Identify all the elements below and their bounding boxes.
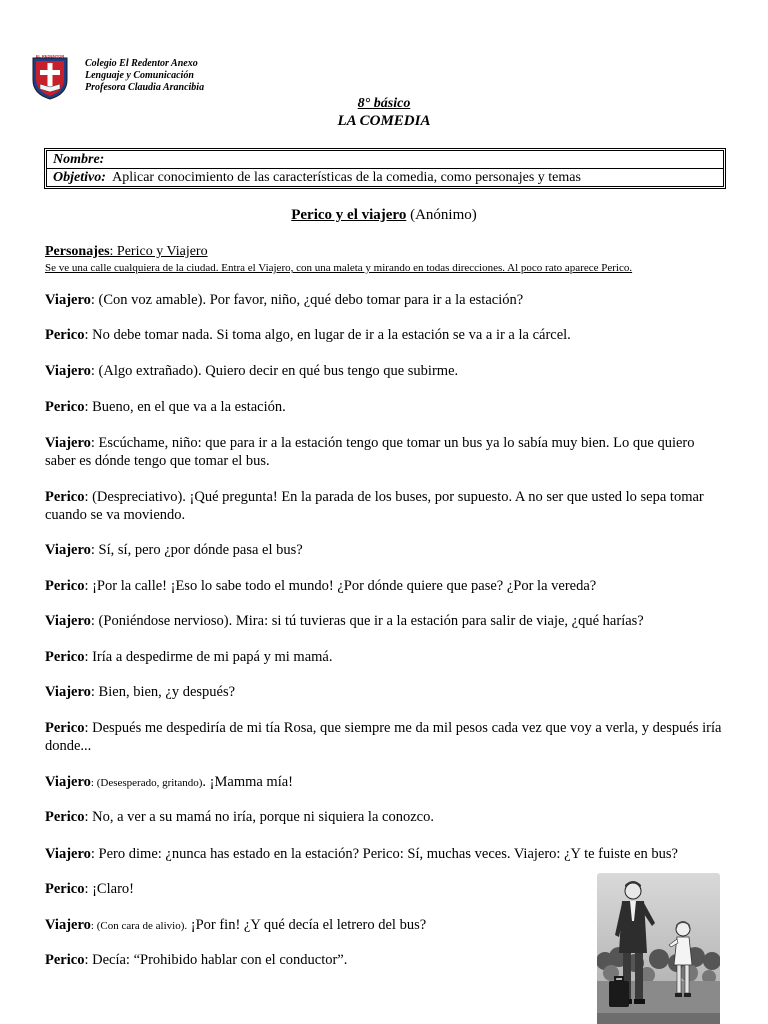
- line-text: : Bueno, en el que va a la estación.: [84, 399, 286, 415]
- speaker: Perico: [45, 489, 85, 505]
- dialogue-line: [45, 612, 725, 630]
- dialogue-line: [45, 488, 725, 524]
- dialogue-line: [45, 773, 725, 792]
- objective-row: [46, 169, 724, 187]
- speaker: Viajero: [45, 684, 91, 700]
- speaker: Viajero: [45, 435, 91, 451]
- line-text: : Iría a despedirme de mi papá y mi mamá.: [84, 649, 333, 665]
- line-text: : ¡Por la calle! ¡Eso lo sabe todo el mundo! ¿Por dónde quiere que pase? ¿Por la vereda?: [84, 578, 597, 594]
- speaker: Perico: [45, 809, 85, 825]
- dialogue-line: [45, 326, 725, 344]
- play-author: (Anónimo): [410, 207, 477, 223]
- line-text: : (Despreciativo). ¡Qué pregunta! En la parada de los buses, por supuesto. A no ser que usted lo sepa tomar cuando se va moviendo.: [45, 489, 704, 523]
- school-logo: [31, 54, 69, 100]
- speaker: Viajero: [45, 542, 91, 558]
- document-title: LA COMEDIA: [337, 113, 431, 129]
- name-label: Nombre:: [53, 152, 105, 167]
- teacher-name: Profesora Claudia Arancibia: [85, 82, 205, 93]
- characters-label: Personajes: [45, 244, 110, 259]
- speaker: Perico: [45, 578, 85, 594]
- line-text: : Bien, bien, ¿y después?: [90, 684, 236, 700]
- line-text: . ¡Mamma mía!: [202, 774, 294, 790]
- play-title: Perico y el viajero: [291, 207, 407, 223]
- play-title-line: [0, 207, 768, 224]
- speaker: Perico: [45, 327, 85, 343]
- name-row: [46, 150, 724, 169]
- subject-name: Lenguaje y Comunicación: [85, 70, 194, 81]
- line-text: : (Algo extrañado). Quiero decir en qué bus tengo que subirme.: [90, 363, 459, 379]
- school-header: [85, 58, 204, 94]
- line-text: : No, a ver a su mamá no iría, porque ni siquiera la conozco.: [84, 809, 434, 825]
- dialogue-line: [45, 434, 725, 470]
- line-text: : Después me despediría de mi tía Rosa, que siempre me da mil pesos cada vez que voy a verla, y después iría donde...: [45, 720, 722, 754]
- line-text: ¡Por fin! ¿Y qué decía el letrero del bus?: [187, 917, 427, 933]
- characters-value: : Perico y Viajero: [109, 244, 208, 259]
- line-text: : No debe tomar nada. Si toma algo, en lugar de ir a la estación se va a ir a la cárcel.: [84, 327, 571, 343]
- line-text: : Decía: “Prohibido hablar con el conductor”.: [84, 952, 348, 968]
- dialogue-line: [45, 808, 725, 826]
- stage-direction: Se ve una calle cualquiera de la ciudad. Entra el Viajero, con una maleta y mirando en todas direcciones. Al poco rato aparece Perico.: [45, 262, 633, 274]
- line-text: : Sí, sí, pero ¿por dónde pasa el bus?: [90, 542, 303, 558]
- svg-text:EL REDENTOR: EL REDENTOR: [35, 54, 65, 59]
- line-text: : (Poniéndose nervioso). Mira: si tú tuvieras que ir a la estación para salir de viaje, ¿qué harías?: [90, 613, 644, 629]
- characters-line: [45, 244, 208, 260]
- speaker: Viajero: [45, 846, 91, 862]
- speaker: Perico: [45, 399, 85, 415]
- dialogue-line: [45, 398, 725, 416]
- stage-aside: : (Con cara de alivio).: [90, 920, 188, 932]
- speaker: Perico: [45, 649, 85, 665]
- speaker: Perico: [45, 881, 85, 897]
- speaker: Viajero: [45, 613, 91, 629]
- dialogue-line: [45, 541, 725, 559]
- dialogue-line: [45, 291, 725, 309]
- line-text: : Escúchame, niño: que para ir a la estación tengo que tomar un bus ya lo sabía muy bien. Lo que quiero saber es dónde tengo que tomar el bus.: [45, 435, 695, 469]
- speaker: Perico: [45, 720, 85, 736]
- dialogue-line: [45, 719, 725, 755]
- school-name: Colegio El Redentor Anexo: [85, 58, 198, 69]
- objective-label: Objetivo:: [53, 170, 106, 185]
- man-and-child-illustration: [597, 873, 720, 1024]
- dialogue-line: [45, 577, 725, 595]
- objective-text: Aplicar conocimiento de las características de la comedia, como personajes y temas: [112, 170, 581, 185]
- dialogue-line: [45, 362, 725, 380]
- dialogue-line: [45, 648, 725, 666]
- stage-aside: : (Desesperado, gritando): [90, 777, 203, 789]
- speaker: Viajero: [45, 292, 91, 308]
- speaker: Viajero: [45, 917, 91, 933]
- line-text: : Pero dime: ¿nunca has estado en la estación? Perico: Sí, muchas veces. Viajero: ¿Y te fuiste en bus?: [90, 846, 678, 862]
- speaker: Viajero: [45, 363, 91, 379]
- dialogue-line: [45, 683, 725, 701]
- dialogue-line: [45, 845, 725, 863]
- speaker: Perico: [45, 952, 85, 968]
- grade-heading: 8° básico: [357, 96, 411, 111]
- student-info-box: [44, 148, 726, 189]
- line-text: : (Con voz amable). Por favor, niño, ¿qué debo tomar para ir a la estación?: [90, 292, 524, 308]
- speaker: Viajero: [45, 774, 91, 790]
- line-text: : ¡Claro!: [84, 881, 134, 897]
